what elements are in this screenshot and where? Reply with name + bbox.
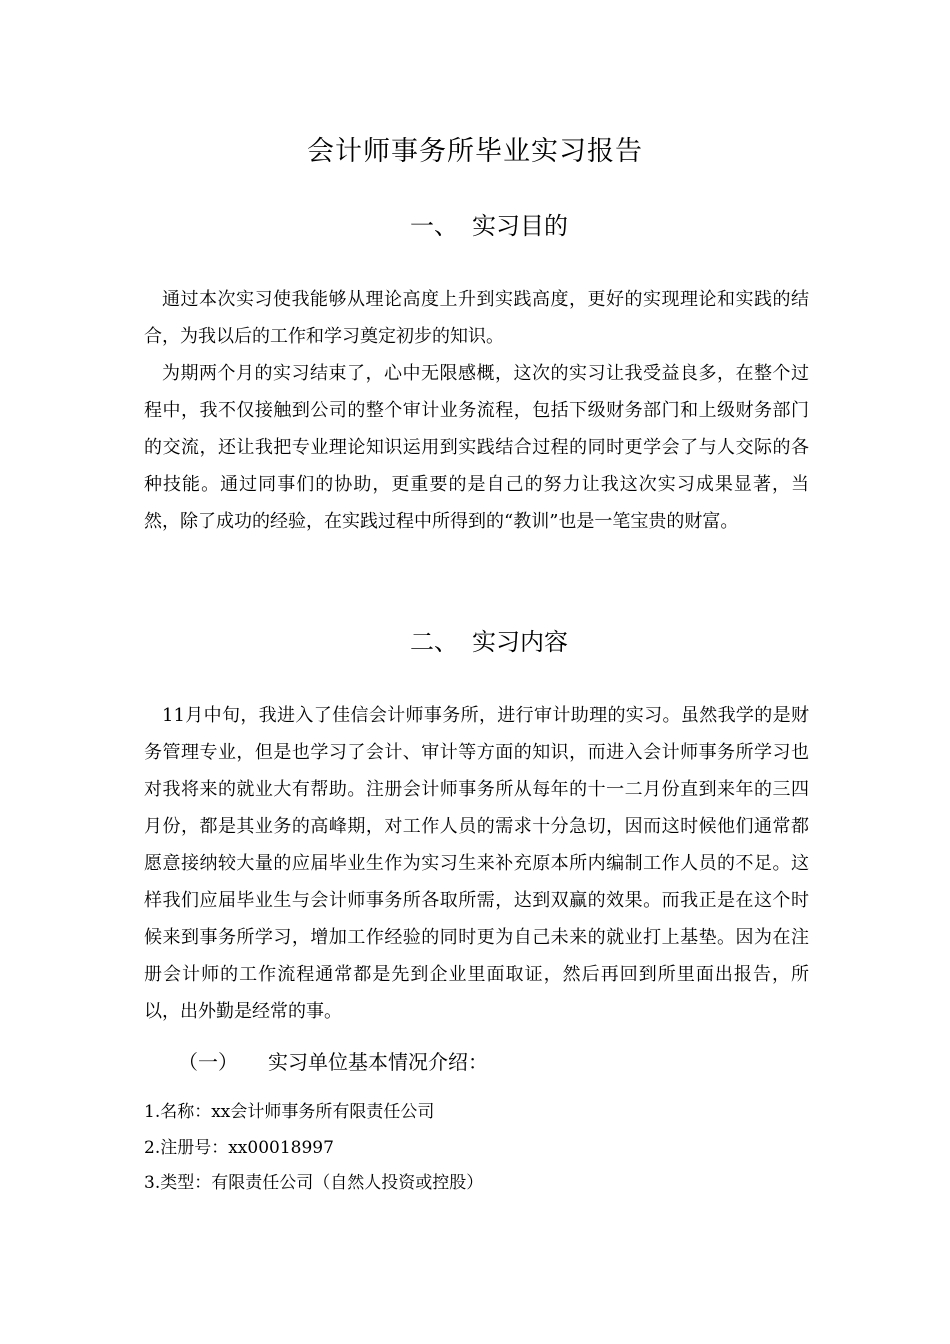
info-item-registration: 2.注册号：xx00018997 [144,1138,334,1158]
info-item-type: 3.类型：有限责任公司（自然人投资或控股） [144,1173,484,1193]
subsection-heading [178,1044,488,1080]
section-heading-purpose [410,208,568,244]
paragraph: 11月中旬，我进入了佳信会计师事务所，进行审计助理的实习。虽然我学的是财务管理专业，但是也学习了会计、审计等方面的知识，而进入会计师事务所学习也对我将来的就业大有帮助。注册会计师事务所从每年的十一二月份直到来年的三四月份，都是其业务的高峰期，对工作人员的需求十分急切，因而这时候他们通常都愿意接纳较大量的应届毕业生作为实习生来补充原本所内编制工作人员的不足。这样我们应届毕业生与会计师事务所各取所需，达到双赢的效果。而我正是在这个时候来到事务所学习，增加工作经验的同时更为自己未来的就业打上基垫。因为在注册会计师的工作流程通常都是先到企业里面取证，然后再回到所里面出报告，所以，出外勤是经常的事。 [144,705,809,1022]
section-title: 实习内容 [472,628,568,656]
paragraph: 通过本次实习使我能够从理论高度上升到实践高度，更好的实现理论和实践的结合，为我以后的工作和学习奠定初步的知识。 [144,289,809,347]
subsection-title: 实习单位基本情况介绍： [268,1050,488,1074]
section-number: 一、 [410,212,458,240]
section-title: 实习目的 [472,212,568,240]
section-heading-content [410,624,568,660]
paragraph: 为期两个月的实习结束了，心中无限感概，这次的实习让我受益良多，在整个过程中，我不仅接触到公司的整个审计业务流程，包括下级财务部门和上级财务部门的交流，还让我把专业理论知识运用到实践结合过程的同时更学会了与人交际的各种技能。通过同事们的协助，更重要的是自己的努力让我这次实习成果显著，当然，除了成功的经验，在实践过程中所得到的“教训”也是一笔宝贵的财富。 [144,363,809,532]
subsection-number: （一） [178,1050,238,1074]
document-title: 会计师事务所毕业实习报告 [307,136,643,167]
info-item-name: 1.名称：xx会计师事务所有限责任公司 [144,1102,435,1122]
section-number: 二、 [410,628,458,656]
